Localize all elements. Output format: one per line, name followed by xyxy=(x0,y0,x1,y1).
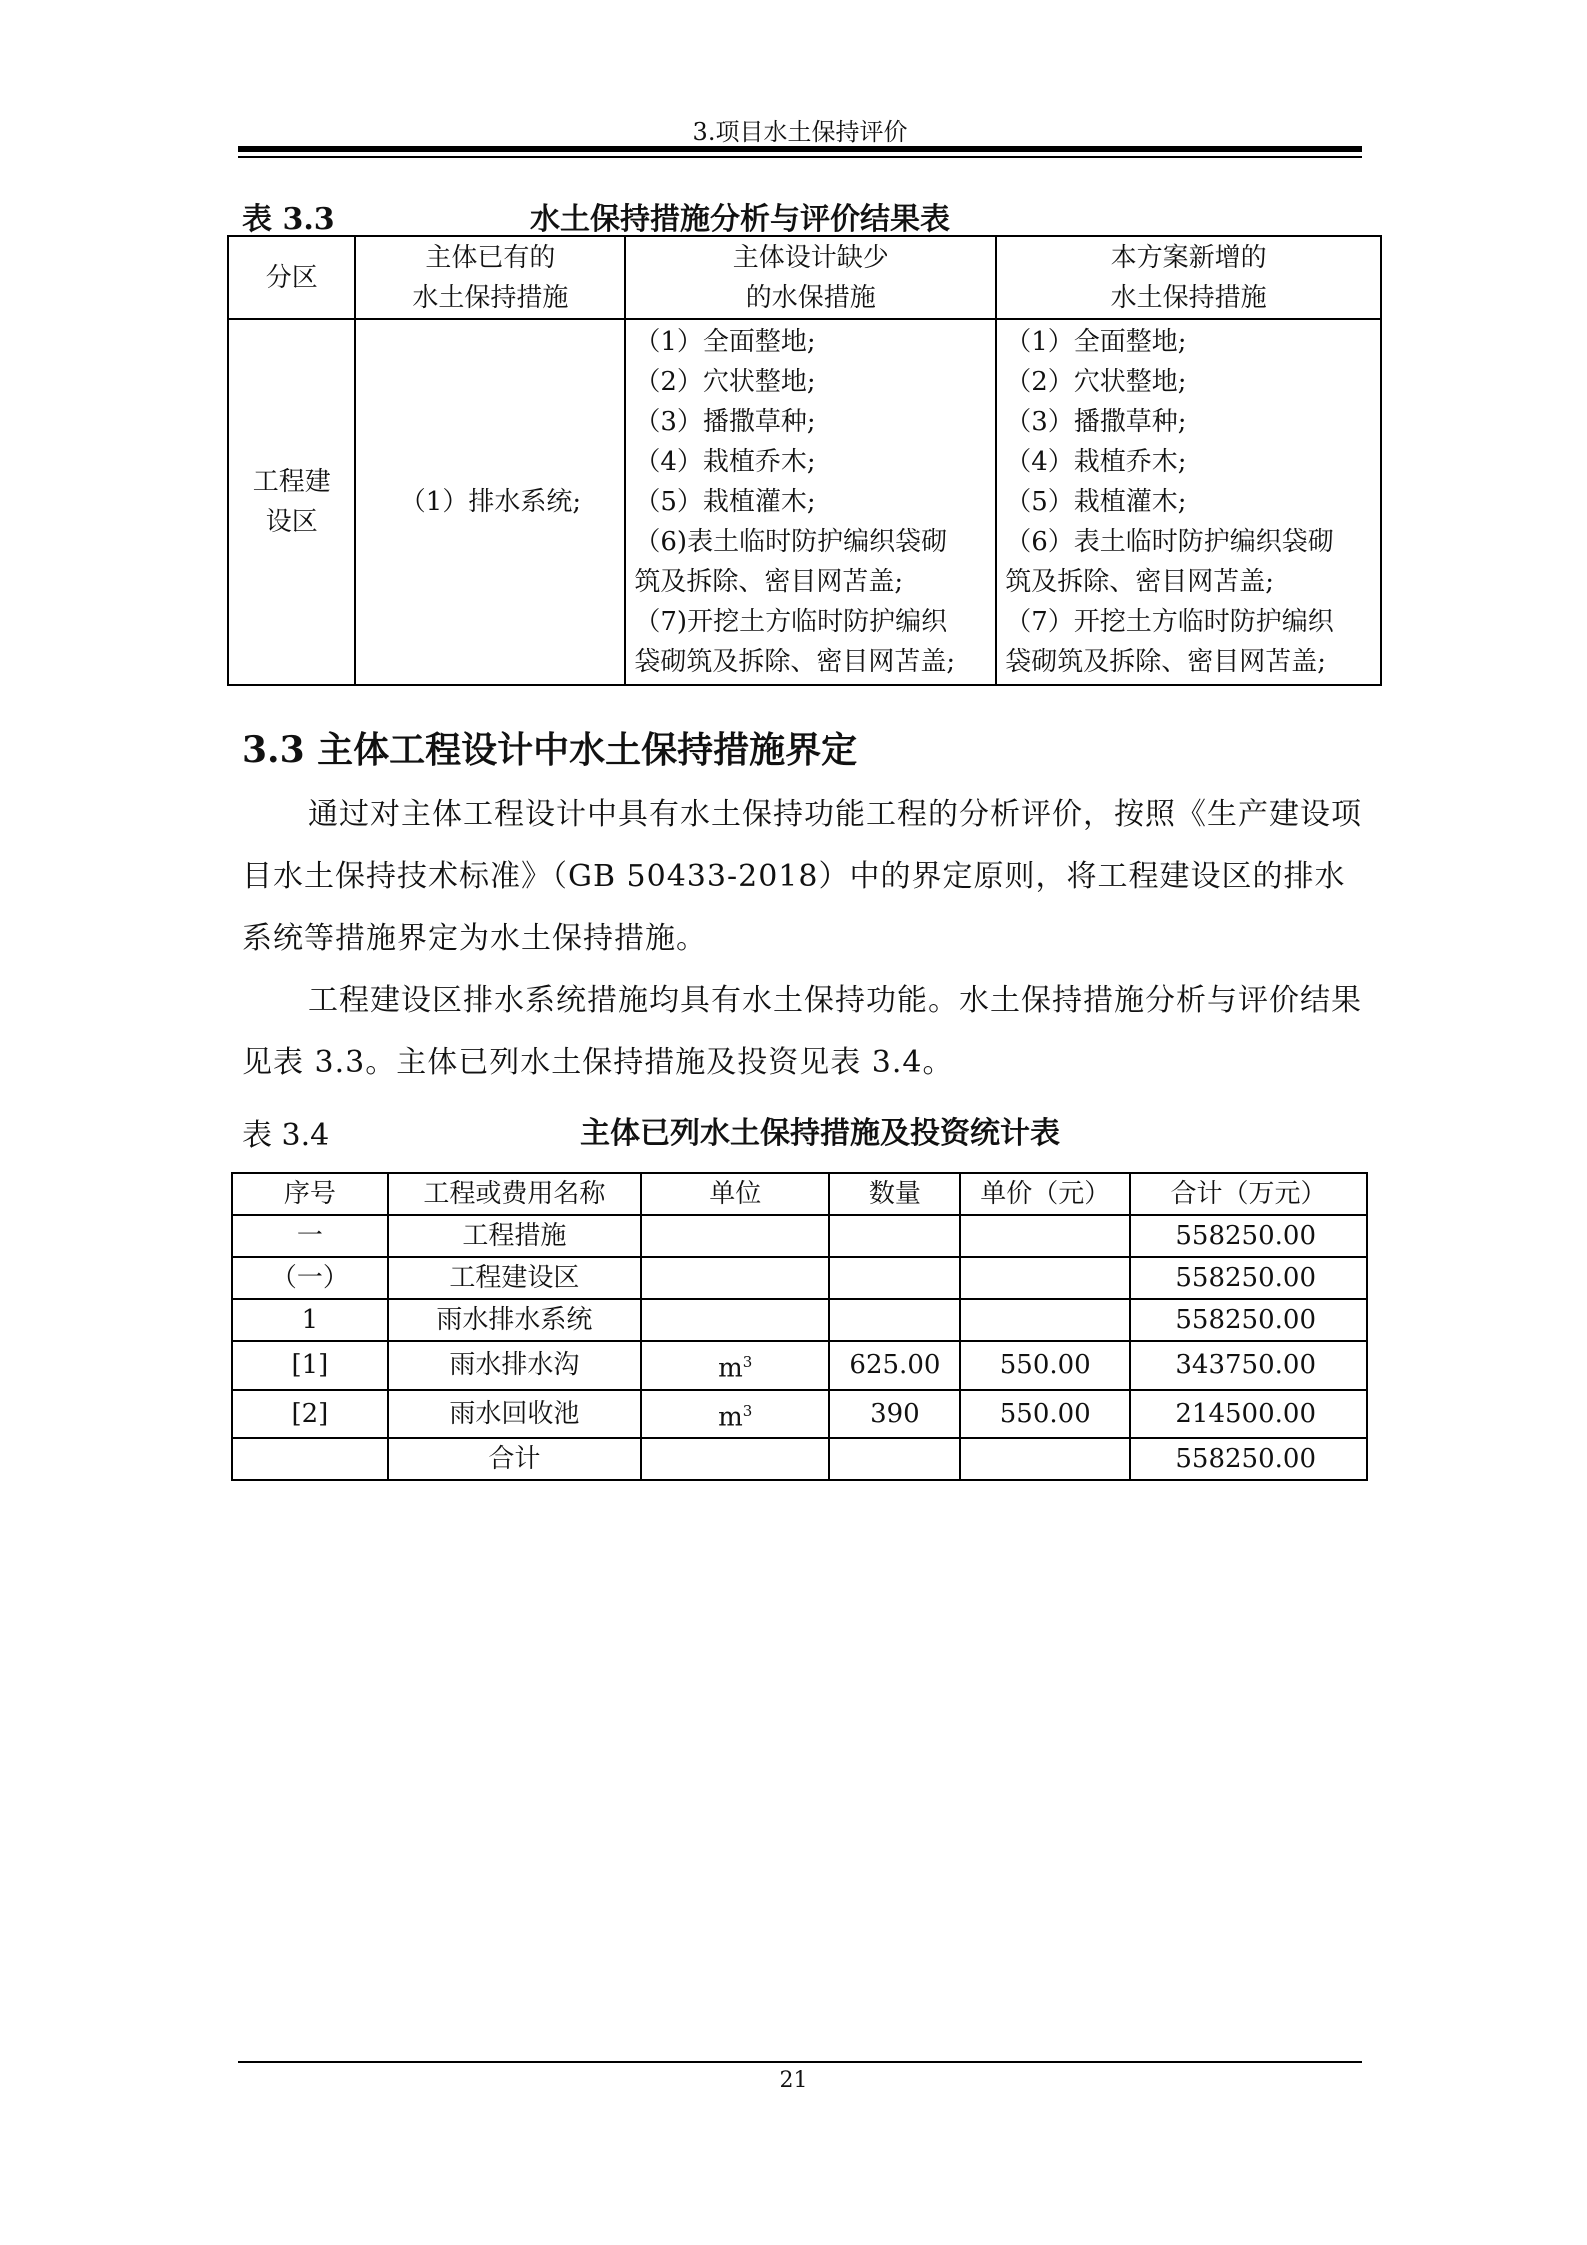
running-header: 3.项目水土保持评价 xyxy=(692,118,908,146)
missing-measures-cell xyxy=(625,319,996,685)
table34-title: 主体已列水土保持措施及投资统计表 xyxy=(580,1116,1060,1151)
header-cell: 序号 xyxy=(232,1173,388,1215)
table-row xyxy=(228,319,1381,685)
header-cell xyxy=(996,236,1381,319)
list-item: （6）表土临时防护编织袋砌 xyxy=(1005,527,1334,557)
table-header-row xyxy=(232,1173,1367,1215)
cell-name: 雨水排水沟 xyxy=(388,1341,641,1390)
list-item: （3）播撒草种; xyxy=(634,407,816,437)
list-item: （4）栽植乔木; xyxy=(1005,447,1187,477)
cell-qty: 390 xyxy=(829,1390,960,1439)
cell-price: 550.00 xyxy=(960,1390,1130,1439)
existing-measures-cell: （1）排水系统; xyxy=(355,319,625,685)
table-row xyxy=(232,1390,1367,1439)
cell-total: 558250.00 xyxy=(1130,1438,1367,1480)
header-rule-thin xyxy=(238,156,1362,158)
table33-title: 水土保持措施分析与评价结果表 xyxy=(530,202,950,237)
list-item: （5）栽植灌木; xyxy=(1005,487,1187,517)
unit-superscript: 3 xyxy=(742,1353,753,1371)
list-item: （4）栽植乔木; xyxy=(634,447,816,477)
zone-line: 设区 xyxy=(265,507,318,537)
zone-cell xyxy=(228,319,355,685)
table-row xyxy=(232,1341,1367,1390)
cell-price xyxy=(960,1215,1130,1257)
zone-line: 工程建 xyxy=(252,467,331,497)
cell-unit xyxy=(641,1299,829,1341)
cell-total: 558250.00 xyxy=(1130,1257,1367,1299)
header-cell xyxy=(355,236,625,319)
header-cell xyxy=(625,236,996,319)
cell-total: 558250.00 xyxy=(1130,1215,1367,1257)
paragraph: 通过对主体工程设计中具有水土保持功能工程的分析评价，按照《生产建设项目水土保持技术标准》（GB 50433-2018）中的界定原则，将工程建设区的排水系统等措施界定为水土保持措施。 xyxy=(242,797,1362,956)
cell-price xyxy=(960,1257,1130,1299)
list-item: （1）全面整地; xyxy=(1005,327,1187,357)
table-header-row xyxy=(228,236,1381,319)
cell-qty xyxy=(829,1257,960,1299)
list-item: （5）栽植灌木; xyxy=(634,487,816,517)
cell-no: [2] xyxy=(232,1390,388,1439)
header-cell: 单位 xyxy=(641,1173,829,1215)
cell-unit xyxy=(641,1390,829,1439)
table-3-4 xyxy=(231,1172,1368,1481)
header-cell: 分区 xyxy=(228,236,355,319)
cell-name: 雨水回收池 xyxy=(388,1390,641,1439)
table-row xyxy=(232,1438,1367,1480)
cell-no xyxy=(232,1438,388,1480)
header-line: 水土保持措施 xyxy=(1110,282,1267,313)
table34-number: 表 3.4 xyxy=(242,1118,330,1153)
cell-qty xyxy=(829,1215,960,1257)
cell-name: 雨水排水系统 xyxy=(388,1299,641,1341)
cell-no: 1 xyxy=(232,1299,388,1341)
header-line: 主体设计缺少 xyxy=(732,242,889,273)
cell-price: 550.00 xyxy=(960,1341,1130,1390)
header-line: 本方案新增的 xyxy=(1110,242,1267,273)
cell-name: 合计 xyxy=(388,1438,641,1480)
list-item: （7）开挖土方临时防护编织 xyxy=(1005,607,1334,637)
header-cell: 工程或费用名称 xyxy=(388,1173,641,1215)
list-item: 筑及拆除、密目网苫盖; xyxy=(1005,567,1274,597)
cell-total: 214500.00 xyxy=(1130,1390,1367,1439)
paragraph: 工程建设区排水系统措施均具有水土保持功能。水土保持措施分析与评价结果见表 3.3。主体已列水土保持措施及投资见表 3.4。 xyxy=(242,983,1362,1080)
list-item: （2）穴状整地; xyxy=(634,367,816,397)
header-line: 主体已有的 xyxy=(425,242,556,273)
table33-number: 表 3.3 xyxy=(242,202,335,237)
cell-qty xyxy=(829,1438,960,1480)
list-item: 袋砌筑及拆除、密目网苫盖; xyxy=(634,647,956,677)
list-item: 筑及拆除、密目网苫盖; xyxy=(634,567,904,597)
cell-price xyxy=(960,1299,1130,1341)
cell-price xyxy=(960,1438,1130,1480)
header-cell: 合计（万元） xyxy=(1130,1173,1367,1215)
table-row xyxy=(232,1299,1367,1341)
list-item: （7)开挖土方临时防护编织 xyxy=(634,607,948,637)
table-row xyxy=(232,1215,1367,1257)
unit-superscript: 3 xyxy=(742,1401,753,1420)
footer-rule xyxy=(238,2061,1362,2063)
added-measures-cell xyxy=(996,319,1381,685)
header-cell: 数量 xyxy=(829,1173,960,1215)
cell-total: 558250.00 xyxy=(1130,1299,1367,1341)
cell-no: [1] xyxy=(232,1341,388,1390)
table-row xyxy=(232,1257,1367,1299)
section-heading: 3.3 主体工程设计中水土保持措施界定 xyxy=(242,729,858,771)
cell-unit xyxy=(641,1215,829,1257)
list-item: （3）播撒草种; xyxy=(1005,407,1187,437)
header-line: 的水保措施 xyxy=(745,282,876,313)
list-item: （6)表土临时防护编织袋砌 xyxy=(634,527,948,557)
cell-qty xyxy=(829,1299,960,1341)
list-item: （2）穴状整地; xyxy=(1005,367,1187,397)
page-number: 21 xyxy=(779,2068,808,2093)
header-cell: 单价（元） xyxy=(960,1173,1130,1215)
unit-text: m xyxy=(718,1353,743,1384)
cell-qty: 625.00 xyxy=(829,1341,960,1390)
cell-total: 343750.00 xyxy=(1130,1341,1367,1390)
cell-unit xyxy=(641,1438,829,1480)
cell-name: 工程措施 xyxy=(388,1215,641,1257)
list-item: （1）全面整地; xyxy=(634,327,816,357)
cell-no: 一 xyxy=(232,1215,388,1257)
cell-unit xyxy=(641,1257,829,1299)
cell-no: （一） xyxy=(232,1257,388,1299)
unit-text: m xyxy=(718,1402,743,1433)
header-line: 水土保持措施 xyxy=(412,282,569,313)
cell-unit xyxy=(641,1341,829,1390)
list-item: 袋砌筑及拆除、密目网苫盖; xyxy=(1005,647,1326,677)
table-3-3 xyxy=(227,235,1382,686)
cell-name: 工程建设区 xyxy=(388,1257,641,1299)
header-rule-thick xyxy=(238,146,1362,152)
